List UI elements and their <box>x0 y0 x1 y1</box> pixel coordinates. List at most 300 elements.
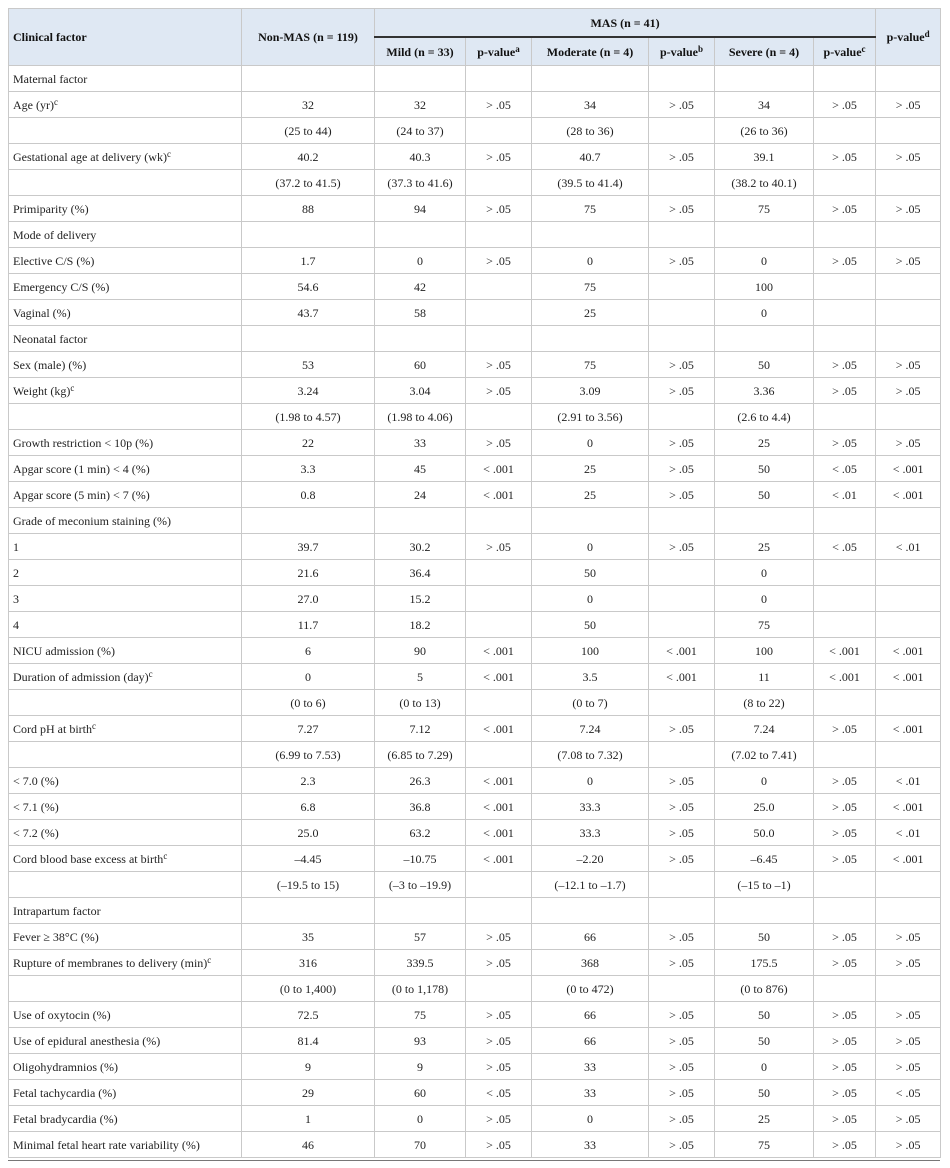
cell-p-value-overall: < .001 <box>876 456 941 482</box>
cell-moderate: 66 <box>532 924 649 950</box>
cell-p-value-mild <box>466 404 532 430</box>
cell-p-value-mild: < .001 <box>466 456 532 482</box>
table-row <box>9 404 941 430</box>
cell-p-value-moderate: > .05 <box>649 1106 715 1132</box>
cell-p-value-overall <box>876 326 941 352</box>
cell-severe: 100 <box>715 274 814 300</box>
cell-p-value-moderate: > .05 <box>649 716 715 742</box>
cell-non-mas <box>242 326 375 352</box>
cell-non-mas: 1 <box>242 1106 375 1132</box>
row-label-text: 3 <box>13 591 19 606</box>
cell-severe: 0 <box>715 248 814 274</box>
cell-mild <box>375 508 466 534</box>
cell-severe: 7.24 <box>715 716 814 742</box>
row-label <box>9 1080 242 1106</box>
cell-severe: –6.45 <box>715 846 814 872</box>
cell-p-value-moderate <box>649 612 715 638</box>
cell-p-value-mild: > .05 <box>466 1028 532 1054</box>
cell-severe: 0 <box>715 586 814 612</box>
cell-p-value-moderate <box>649 118 715 144</box>
table-row <box>9 456 941 482</box>
cell-p-value-overall <box>876 222 941 248</box>
table-row <box>9 326 941 352</box>
cell-non-mas <box>242 66 375 92</box>
cell-p-value-mild <box>466 66 532 92</box>
cell-p-value-severe <box>814 742 876 768</box>
cell-non-mas: 32 <box>242 92 375 118</box>
cell-moderate: 0 <box>532 586 649 612</box>
cell-p-value-severe <box>814 404 876 430</box>
cell-severe: 0 <box>715 300 814 326</box>
row-label-text: Fetal bradycardia (%) <box>13 1111 118 1126</box>
row-label <box>9 1106 242 1132</box>
cell-non-mas: 21.6 <box>242 560 375 586</box>
cell-p-value-overall <box>876 560 941 586</box>
cell-p-value-mild: > .05 <box>466 1132 532 1158</box>
cell-mild: 7.12 <box>375 716 466 742</box>
cell-p-value-overall: < .001 <box>876 638 941 664</box>
cell-mild: 40.3 <box>375 144 466 170</box>
row-label-text: 1 <box>13 539 19 554</box>
cell-p-value-severe: > .05 <box>814 144 876 170</box>
table-row <box>9 742 941 768</box>
cell-p-value-moderate: > .05 <box>649 768 715 794</box>
footnote-marker: a <box>515 43 520 54</box>
cell-moderate: 100 <box>532 638 649 664</box>
row-label-text: < 7.2 (%) <box>13 825 59 840</box>
cell-non-mas: 2.3 <box>242 768 375 794</box>
cell-non-mas: 6.8 <box>242 794 375 820</box>
row-label-text: Growth restriction < 10p (%) <box>13 435 154 450</box>
cell-non-mas: 3.3 <box>242 456 375 482</box>
cell-p-value-moderate: > .05 <box>649 456 715 482</box>
cell-severe: (7.02 to 7.41) <box>715 742 814 768</box>
row-label <box>9 690 242 716</box>
cell-moderate: (0 to 472) <box>532 976 649 1002</box>
bottom-rule <box>8 1160 940 1161</box>
cell-p-value-severe <box>814 326 876 352</box>
table-row <box>9 872 941 898</box>
cell-p-value-overall: > .05 <box>876 144 941 170</box>
row-label <box>9 430 242 456</box>
row-label <box>9 456 242 482</box>
cell-non-mas: 6 <box>242 638 375 664</box>
cell-p-value-severe <box>814 560 876 586</box>
cell-p-value-overall: < .05 <box>876 1080 941 1106</box>
cell-mild: 63.2 <box>375 820 466 846</box>
cell-p-value-mild <box>466 170 532 196</box>
row-label-text: Duration of admission (day) <box>13 669 149 684</box>
cell-severe: 175.5 <box>715 950 814 976</box>
cell-moderate: 3.5 <box>532 664 649 690</box>
row-label <box>9 144 242 170</box>
row-label <box>9 638 242 664</box>
cell-p-value-mild <box>466 118 532 144</box>
cell-moderate: (7.08 to 7.32) <box>532 742 649 768</box>
cell-moderate: (39.5 to 41.4) <box>532 170 649 196</box>
cell-p-value-severe: > .05 <box>814 924 876 950</box>
cell-moderate: 34 <box>532 92 649 118</box>
cell-moderate: 33 <box>532 1132 649 1158</box>
header-mild: Mild (n = 33) <box>375 37 466 66</box>
cell-severe: (0 to 876) <box>715 976 814 1002</box>
header-non-mas: Non-MAS (n = 119) <box>242 9 375 66</box>
cell-p-value-moderate <box>649 560 715 586</box>
cell-p-value-mild: > .05 <box>466 1106 532 1132</box>
cell-mild: 60 <box>375 1080 466 1106</box>
cell-p-value-overall <box>876 66 941 92</box>
row-label <box>9 92 242 118</box>
cell-severe: 50 <box>715 1002 814 1028</box>
row-label <box>9 976 242 1002</box>
cell-p-value-mild: > .05 <box>466 950 532 976</box>
cell-mild: 0 <box>375 1106 466 1132</box>
cell-mild: 15.2 <box>375 586 466 612</box>
cell-p-value-mild <box>466 690 532 716</box>
cell-p-value-mild: > .05 <box>466 196 532 222</box>
table-row <box>9 976 941 1002</box>
cell-mild: (1.98 to 4.06) <box>375 404 466 430</box>
cell-moderate: –2.20 <box>532 846 649 872</box>
cell-non-mas <box>242 222 375 248</box>
footnote-marker: c <box>148 668 153 679</box>
row-label-text: Intrapartum factor <box>13 903 101 918</box>
cell-p-value-moderate: > .05 <box>649 1002 715 1028</box>
row-label-text: Elective C/S (%) <box>13 253 95 268</box>
cell-p-value-overall <box>876 742 941 768</box>
row-label <box>9 924 242 950</box>
row-label <box>9 404 242 430</box>
cell-p-value-severe: < .001 <box>814 664 876 690</box>
table-header <box>9 9 941 66</box>
row-label <box>9 742 242 768</box>
cell-p-value-severe <box>814 170 876 196</box>
cell-moderate: 25 <box>532 482 649 508</box>
cell-mild: 33 <box>375 430 466 456</box>
cell-mild: 9 <box>375 1054 466 1080</box>
table-row <box>9 378 941 404</box>
row-label-text: Neonatal factor <box>13 331 88 346</box>
table-row <box>9 300 941 326</box>
row-label-text: Use of epidural anesthesia (%) <box>13 1033 161 1048</box>
cell-moderate: (28 to 36) <box>532 118 649 144</box>
table-row <box>9 66 941 92</box>
cell-mild: 36.4 <box>375 560 466 586</box>
table-row <box>9 716 941 742</box>
row-label <box>9 274 242 300</box>
cell-p-value-mild: > .05 <box>466 378 532 404</box>
cell-moderate <box>532 222 649 248</box>
cell-p-value-mild <box>466 300 532 326</box>
table-row <box>9 846 941 872</box>
cell-p-value-moderate <box>649 222 715 248</box>
cell-mild: 5 <box>375 664 466 690</box>
cell-moderate: 50 <box>532 612 649 638</box>
row-label <box>9 898 242 924</box>
cell-p-value-moderate: > .05 <box>649 1054 715 1080</box>
cell-p-value-moderate: > .05 <box>649 846 715 872</box>
cell-p-value-moderate: < .001 <box>649 638 715 664</box>
cell-p-value-severe: < .01 <box>814 482 876 508</box>
cell-p-value-moderate: > .05 <box>649 1132 715 1158</box>
row-label <box>9 482 242 508</box>
header-p-value-severe <box>814 37 876 66</box>
cell-p-value-mild: > .05 <box>466 92 532 118</box>
cell-p-value-moderate <box>649 404 715 430</box>
footnote-marker: c <box>92 720 96 731</box>
header-severe: Severe (n = 4) <box>715 37 814 66</box>
cell-non-mas: 316 <box>242 950 375 976</box>
cell-p-value-overall <box>876 898 941 924</box>
cell-mild: (–3 to –19.9) <box>375 872 466 898</box>
table-row <box>9 196 941 222</box>
cell-non-mas: 9 <box>242 1054 375 1080</box>
cell-moderate <box>532 66 649 92</box>
cell-severe: 50 <box>715 924 814 950</box>
cell-p-value-overall: > .05 <box>876 924 941 950</box>
cell-non-mas: 43.7 <box>242 300 375 326</box>
row-label <box>9 508 242 534</box>
cell-p-value-overall: < .01 <box>876 534 941 560</box>
table-row <box>9 144 941 170</box>
cell-severe: 25.0 <box>715 794 814 820</box>
row-label-text: Rupture of membranes to delivery (min) <box>13 955 208 970</box>
cell-p-value-overall <box>876 118 941 144</box>
cell-p-value-moderate: > .05 <box>649 1080 715 1106</box>
cell-p-value-mild: < .001 <box>466 482 532 508</box>
cell-non-mas: 53 <box>242 352 375 378</box>
table-row <box>9 1106 941 1132</box>
row-label <box>9 1132 242 1158</box>
cell-p-value-severe: > .05 <box>814 1002 876 1028</box>
cell-non-mas: 27.0 <box>242 586 375 612</box>
cell-moderate: 3.09 <box>532 378 649 404</box>
table-row <box>9 768 941 794</box>
cell-p-value-severe: > .05 <box>814 846 876 872</box>
cell-severe: 50 <box>715 482 814 508</box>
cell-p-value-mild: < .001 <box>466 638 532 664</box>
cell-p-value-severe <box>814 872 876 898</box>
cell-p-value-mild <box>466 976 532 1002</box>
cell-non-mas: 35 <box>242 924 375 950</box>
cell-p-value-mild: < .05 <box>466 1080 532 1106</box>
cell-non-mas: 88 <box>242 196 375 222</box>
cell-p-value-moderate: > .05 <box>649 430 715 456</box>
cell-moderate: 66 <box>532 1028 649 1054</box>
cell-p-value-moderate: > .05 <box>649 248 715 274</box>
cell-p-value-mild: > .05 <box>466 1002 532 1028</box>
cell-non-mas: 0.8 <box>242 482 375 508</box>
cell-p-value-mild: > .05 <box>466 430 532 456</box>
cell-moderate: 0 <box>532 534 649 560</box>
cell-p-value-overall: > .05 <box>876 92 941 118</box>
cell-p-value-severe <box>814 586 876 612</box>
cell-p-value-moderate <box>649 170 715 196</box>
row-label <box>9 950 242 976</box>
cell-non-mas: (1.98 to 4.57) <box>242 404 375 430</box>
cell-non-mas <box>242 508 375 534</box>
cell-p-value-moderate: > .05 <box>649 820 715 846</box>
footnote-marker: c <box>861 43 866 54</box>
cell-p-value-mild <box>466 742 532 768</box>
cell-moderate: 40.7 <box>532 144 649 170</box>
table-row <box>9 248 941 274</box>
cell-severe <box>715 222 814 248</box>
cell-p-value-moderate: > .05 <box>649 482 715 508</box>
header-row-top <box>9 9 941 38</box>
cell-mild: 24 <box>375 482 466 508</box>
header-mas-group: MAS (n = 41) <box>375 9 876 38</box>
cell-p-value-mild: < .001 <box>466 716 532 742</box>
table-row <box>9 950 941 976</box>
cell-p-value-mild: > .05 <box>466 352 532 378</box>
row-label-text: Apgar score (1 min) < 4 (%) <box>13 461 150 476</box>
cell-p-value-mild <box>466 222 532 248</box>
row-label-text: Fever ≥ 38°C (%) <box>13 929 99 944</box>
cell-p-value-severe: > .05 <box>814 248 876 274</box>
table-row <box>9 1028 941 1054</box>
cell-p-value-moderate <box>649 742 715 768</box>
cell-moderate: 33 <box>532 1080 649 1106</box>
cell-severe: 50 <box>715 1080 814 1106</box>
cell-severe: 50 <box>715 352 814 378</box>
cell-moderate: 75 <box>532 352 649 378</box>
row-label <box>9 1002 242 1028</box>
cell-mild: 58 <box>375 300 466 326</box>
row-label <box>9 846 242 872</box>
table-row <box>9 222 941 248</box>
row-label-text: Maternal factor <box>13 71 88 86</box>
cell-moderate: 33.3 <box>532 794 649 820</box>
cell-p-value-mild <box>466 872 532 898</box>
table-row <box>9 1132 941 1158</box>
cell-p-value-severe: > .05 <box>814 950 876 976</box>
table-row <box>9 638 941 664</box>
cell-mild: 30.2 <box>375 534 466 560</box>
cell-mild: 42 <box>375 274 466 300</box>
cell-p-value-severe: > .05 <box>814 352 876 378</box>
cell-mild: 75 <box>375 1002 466 1028</box>
table-row <box>9 274 941 300</box>
cell-p-value-overall: < .001 <box>876 482 941 508</box>
table-row <box>9 586 941 612</box>
row-label <box>9 196 242 222</box>
row-label <box>9 352 242 378</box>
cell-severe: 0 <box>715 768 814 794</box>
cell-p-value-mild <box>466 326 532 352</box>
row-label <box>9 222 242 248</box>
cell-non-mas: (25 to 44) <box>242 118 375 144</box>
table-row <box>9 1080 941 1106</box>
cell-mild: 18.2 <box>375 612 466 638</box>
header-p-value-label: p-value <box>823 44 862 59</box>
cell-mild: 36.8 <box>375 794 466 820</box>
row-label-text: Gestational age at delivery (wk) <box>13 149 167 164</box>
cell-p-value-severe: > .05 <box>814 820 876 846</box>
cell-p-value-moderate <box>649 300 715 326</box>
cell-non-mas: 29 <box>242 1080 375 1106</box>
cell-mild: 45 <box>375 456 466 482</box>
cell-severe: 100 <box>715 638 814 664</box>
cell-p-value-severe: < .05 <box>814 456 876 482</box>
row-label <box>9 534 242 560</box>
row-label <box>9 794 242 820</box>
row-label-text: Weight (kg) <box>13 383 71 398</box>
cell-p-value-mild: < .001 <box>466 664 532 690</box>
cell-p-value-mild: < .001 <box>466 794 532 820</box>
cell-non-mas: 22 <box>242 430 375 456</box>
cell-p-value-mild <box>466 898 532 924</box>
header-p-value-label: p-value <box>477 44 516 59</box>
row-label <box>9 872 242 898</box>
cell-p-value-mild <box>466 560 532 586</box>
cell-moderate: 0 <box>532 768 649 794</box>
row-label <box>9 170 242 196</box>
cell-p-value-mild: > .05 <box>466 248 532 274</box>
header-p-value-moderate <box>649 37 715 66</box>
row-label <box>9 66 242 92</box>
cell-p-value-moderate: > .05 <box>649 196 715 222</box>
cell-severe: 50 <box>715 456 814 482</box>
cell-p-value-severe <box>814 690 876 716</box>
cell-p-value-mild: > .05 <box>466 1054 532 1080</box>
table-row <box>9 560 941 586</box>
cell-moderate <box>532 898 649 924</box>
cell-p-value-moderate: > .05 <box>649 950 715 976</box>
cell-non-mas: (6.99 to 7.53) <box>242 742 375 768</box>
cell-p-value-mild <box>466 586 532 612</box>
cell-mild <box>375 898 466 924</box>
cell-non-mas <box>242 898 375 924</box>
cell-mild <box>375 66 466 92</box>
cell-p-value-severe: > .05 <box>814 716 876 742</box>
row-label-text: Sex (male) (%) <box>13 357 87 372</box>
cell-p-value-mild: > .05 <box>466 924 532 950</box>
cell-p-value-severe <box>814 976 876 1002</box>
cell-mild: 57 <box>375 924 466 950</box>
table-row <box>9 690 941 716</box>
table-row <box>9 352 941 378</box>
cell-p-value-overall: > .05 <box>876 1028 941 1054</box>
row-label <box>9 560 242 586</box>
cell-moderate <box>532 326 649 352</box>
cell-moderate: 66 <box>532 1002 649 1028</box>
cell-mild: 70 <box>375 1132 466 1158</box>
cell-non-mas: (–19.5 to 15) <box>242 872 375 898</box>
cell-non-mas: 40.2 <box>242 144 375 170</box>
cell-p-value-moderate: > .05 <box>649 924 715 950</box>
cell-severe: 75 <box>715 612 814 638</box>
header-p-value-label: p-value <box>659 44 698 59</box>
cell-p-value-severe: > .05 <box>814 1054 876 1080</box>
cell-p-value-mild: < .001 <box>466 846 532 872</box>
cell-moderate: 33 <box>532 1054 649 1080</box>
cell-p-value-overall: < .01 <box>876 820 941 846</box>
table-container <box>8 8 940 1158</box>
table-row <box>9 92 941 118</box>
cell-moderate: 0 <box>532 1106 649 1132</box>
row-label <box>9 118 242 144</box>
cell-severe: 75 <box>715 196 814 222</box>
table-row <box>9 1002 941 1028</box>
header-p-value-overall <box>876 9 941 66</box>
cell-non-mas: –4.45 <box>242 846 375 872</box>
cell-p-value-overall: < .001 <box>876 716 941 742</box>
cell-p-value-overall <box>876 690 941 716</box>
footnote-marker: b <box>698 43 704 54</box>
cell-p-value-overall <box>876 872 941 898</box>
cell-p-value-overall: < .001 <box>876 794 941 820</box>
